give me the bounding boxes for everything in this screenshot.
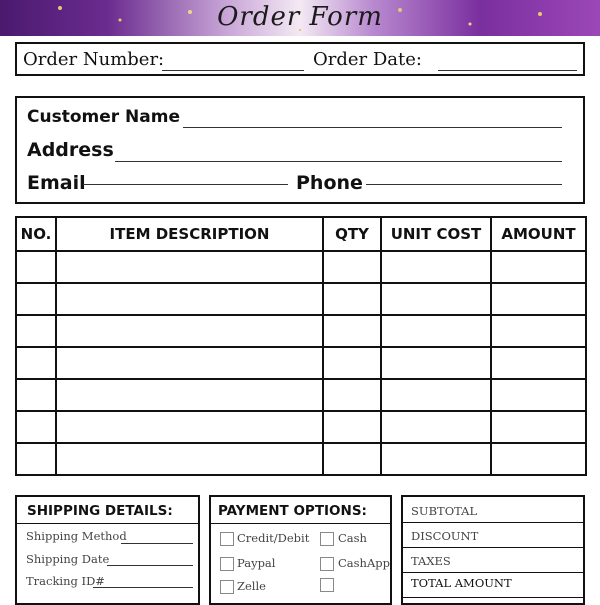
table-row bbox=[16, 315, 586, 347]
totals-box bbox=[401, 495, 585, 605]
tracking-id-label: Tracking ID# bbox=[26, 574, 105, 588]
shipping-date-label: Shipping Date bbox=[26, 552, 110, 566]
shipping-header bbox=[17, 497, 198, 524]
cell-no[interactable] bbox=[16, 411, 56, 443]
customer-info-box bbox=[15, 96, 585, 204]
cell-amount[interactable] bbox=[491, 283, 586, 315]
customer-name-label: Customer Name bbox=[27, 107, 180, 127]
cell-description[interactable] bbox=[56, 443, 323, 475]
col-header-qty: QTY bbox=[323, 217, 381, 251]
payment-options-box bbox=[209, 495, 392, 605]
address-label: Address bbox=[27, 139, 114, 161]
cell-no[interactable] bbox=[16, 443, 56, 475]
items-table bbox=[15, 216, 587, 476]
cell-unit-cost[interactable] bbox=[381, 443, 491, 475]
cell-amount[interactable] bbox=[491, 347, 586, 379]
address-field[interactable] bbox=[115, 161, 562, 162]
cell-qty[interactable] bbox=[323, 443, 381, 475]
cell-description[interactable] bbox=[56, 283, 323, 315]
order-number-label: Order Number: bbox=[23, 49, 165, 70]
cell-amount[interactable] bbox=[491, 251, 586, 283]
cell-unit-cost[interactable] bbox=[381, 379, 491, 411]
total-amount-label: TOTAL AMOUNT bbox=[411, 576, 512, 590]
cell-amount[interactable] bbox=[491, 443, 586, 475]
cell-description[interactable] bbox=[56, 347, 323, 379]
cash-checkbox[interactable] bbox=[320, 532, 334, 546]
shipping-heading: SHIPPING DETAILS: bbox=[27, 503, 173, 519]
shipping-method-label: Shipping Method bbox=[26, 529, 127, 543]
table-row bbox=[16, 411, 586, 443]
tracking-id-field[interactable] bbox=[93, 587, 193, 588]
cell-description[interactable] bbox=[56, 251, 323, 283]
cell-description[interactable] bbox=[56, 411, 323, 443]
discount-row bbox=[403, 523, 583, 548]
cell-no[interactable] bbox=[16, 315, 56, 347]
shipping-date-field[interactable] bbox=[107, 565, 193, 566]
taxes-row bbox=[403, 548, 583, 573]
paypal-label: Paypal bbox=[237, 556, 276, 570]
cell-unit-cost[interactable] bbox=[381, 251, 491, 283]
cell-unit-cost[interactable] bbox=[381, 315, 491, 347]
cell-unit-cost[interactable] bbox=[381, 411, 491, 443]
items-header-row bbox=[16, 217, 586, 251]
payment-heading: PAYMENT OPTIONS: bbox=[218, 503, 367, 519]
shipping-details-box bbox=[15, 495, 200, 605]
table-row bbox=[16, 347, 586, 379]
discount-label: DISCOUNT bbox=[411, 529, 479, 543]
cell-qty[interactable] bbox=[323, 379, 381, 411]
order-number-field[interactable] bbox=[162, 70, 304, 71]
email-field[interactable] bbox=[83, 184, 288, 185]
taxes-label: TAXES bbox=[411, 554, 451, 568]
cell-qty[interactable] bbox=[323, 251, 381, 283]
order-date-label: Order Date: bbox=[313, 49, 422, 70]
cell-amount[interactable] bbox=[491, 379, 586, 411]
subtotal-label: SUBTOTAL bbox=[411, 504, 478, 518]
cell-qty[interactable] bbox=[323, 315, 381, 347]
cashapp-label: CashApp bbox=[338, 556, 390, 570]
credit-debit-checkbox[interactable] bbox=[220, 532, 234, 546]
cashapp-checkbox[interactable] bbox=[320, 557, 334, 571]
cell-no[interactable] bbox=[16, 379, 56, 411]
customer-name-field[interactable] bbox=[183, 127, 562, 128]
cell-no[interactable] bbox=[16, 283, 56, 315]
table-row bbox=[16, 443, 586, 475]
cell-amount[interactable] bbox=[491, 411, 586, 443]
cell-amount[interactable] bbox=[491, 315, 586, 347]
paypal-checkbox[interactable] bbox=[220, 557, 234, 571]
zelle-label: Zelle bbox=[237, 579, 266, 593]
shipping-method-field[interactable] bbox=[121, 543, 193, 544]
payment-header bbox=[211, 497, 390, 524]
table-row bbox=[16, 251, 586, 283]
col-header-unit-cost: UNIT COST bbox=[381, 217, 491, 251]
zelle-checkbox[interactable] bbox=[220, 580, 234, 594]
cell-no[interactable] bbox=[16, 251, 56, 283]
order-info-box bbox=[15, 42, 585, 76]
table-row bbox=[16, 379, 586, 411]
cell-qty[interactable] bbox=[323, 411, 381, 443]
page-title: Order Form bbox=[217, 2, 383, 32]
cell-no[interactable] bbox=[16, 347, 56, 379]
total-amount-row bbox=[403, 573, 583, 598]
table-row bbox=[16, 283, 586, 315]
cell-unit-cost[interactable] bbox=[381, 283, 491, 315]
col-header-no: NO. bbox=[16, 217, 56, 251]
cell-description[interactable] bbox=[56, 379, 323, 411]
other-checkbox[interactable] bbox=[320, 578, 334, 592]
phone-label: Phone bbox=[296, 172, 363, 194]
cell-description[interactable] bbox=[56, 315, 323, 347]
col-header-amount: AMOUNT bbox=[491, 217, 586, 251]
phone-field[interactable] bbox=[366, 184, 562, 185]
order-date-field[interactable] bbox=[438, 70, 577, 71]
col-header-description: ITEM DESCRIPTION bbox=[56, 217, 323, 251]
credit-debit-label: Credit/Debit bbox=[237, 531, 310, 545]
subtotal-row bbox=[403, 497, 583, 523]
cell-qty[interactable] bbox=[323, 283, 381, 315]
email-label: Email bbox=[27, 172, 86, 194]
cash-label: Cash bbox=[338, 531, 367, 545]
cell-qty[interactable] bbox=[323, 347, 381, 379]
cell-unit-cost[interactable] bbox=[381, 347, 491, 379]
